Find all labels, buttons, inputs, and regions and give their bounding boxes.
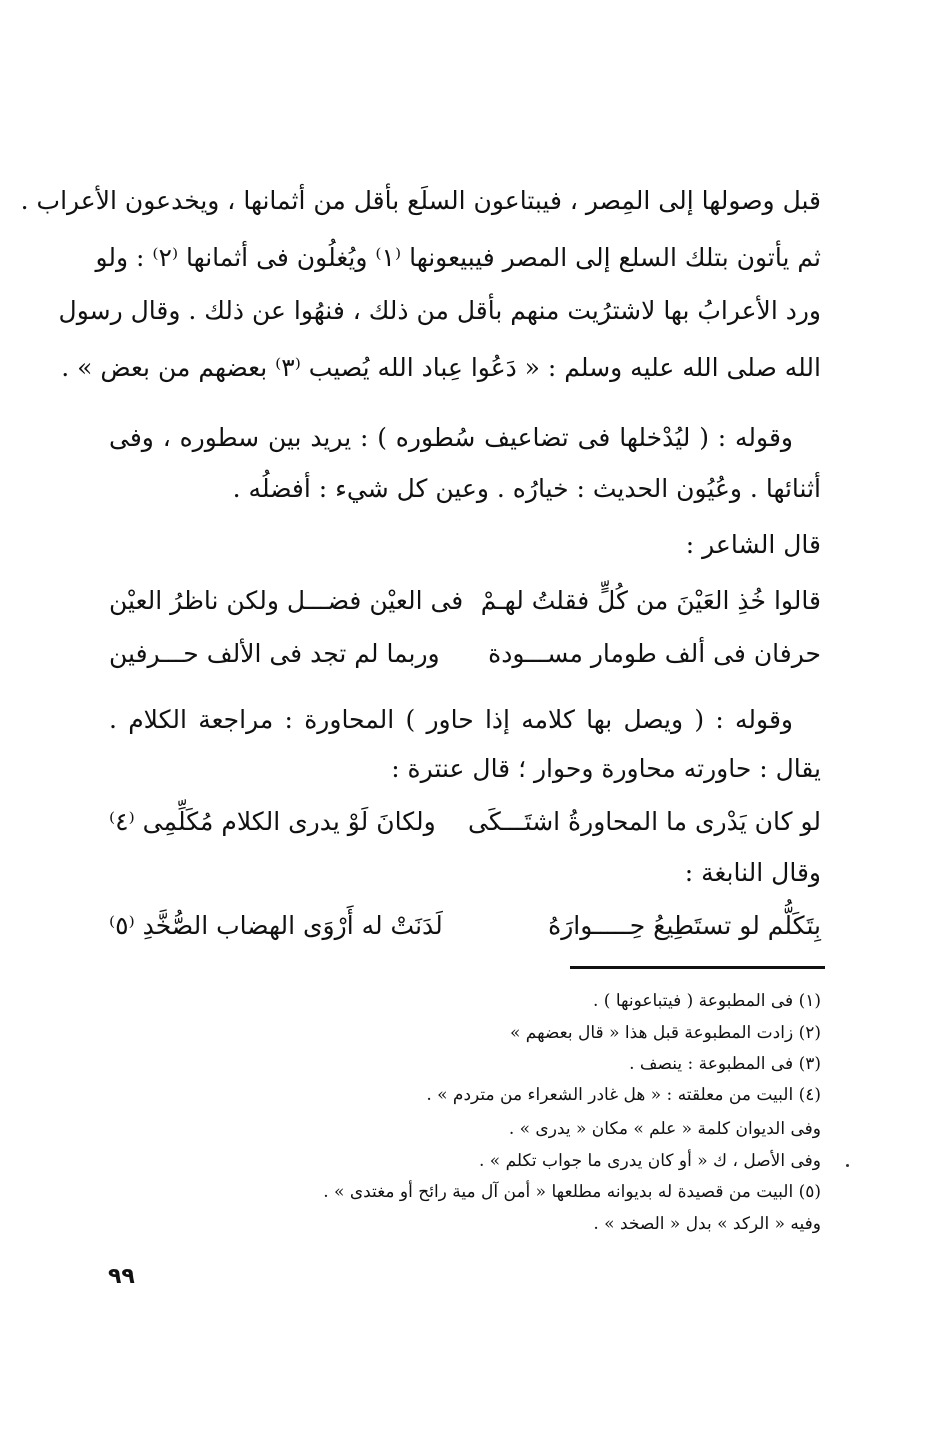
paragraph-line: يقال : حاورته محاورة وحوار ؛ قال عنترة : bbox=[391, 754, 821, 783]
verse-first-hemistich: قالوا خُذِ العَيْنَ من كُلٍّ فقلتُ لهـمْ bbox=[480, 586, 821, 615]
verse-first-hemistich: لو كان يَدْرى ما المحاورةُ اشتَـــكَى bbox=[468, 807, 821, 836]
footnote: (٣) فى المطبوعة : ينصف . bbox=[629, 1054, 821, 1074]
verse-line bbox=[109, 581, 821, 621]
paragraph-line: وقوله : ( ويصل بها كلامه إذا حاور ) المحاورة : مراجعة الكلام . bbox=[109, 705, 793, 734]
paragraph-line: قبل وصولها إلى المِصر ، فيبتاعون السلَع بأقل من أثمانها ، ويخدعون الأعراب . bbox=[20, 186, 821, 215]
verse-second-hemistich: لَدَنَتْ له أَرْوَى الهضاب الصُّخَّدِ ⁽٥⁾ bbox=[109, 911, 443, 940]
page-number: ٩٩ bbox=[108, 1264, 135, 1289]
verse-line bbox=[109, 906, 821, 946]
poet-heading: قال الشاعر : bbox=[685, 530, 821, 559]
paragraph-line: ورد الأعرابُ بها لاشترُيت منهم بأقل من ذلك ، فنهُوا عن ذلك . وقال رسول bbox=[58, 296, 821, 325]
footnote: (٢) زادت المطبوعة قبل هذا « قال بعضهم » bbox=[509, 1023, 821, 1043]
verse-second-hemistich: ولكانَ لَوْ يدرى الكلام مُكَلِّمِى ⁽٤⁾ bbox=[109, 807, 436, 836]
verse-line bbox=[109, 802, 821, 842]
verse-line bbox=[109, 634, 821, 674]
footnote-separator bbox=[570, 966, 825, 969]
verse-first-hemistich: حرفان فى ألف طومار مســـودة bbox=[488, 639, 821, 668]
verse-first-hemistich: بِتَكَلُّم لو تستَطِيعُ حِـــــوارَهُ bbox=[548, 911, 821, 940]
footnote: وفى الأصل ، ك « أو كان يدرى ما جواب تكلم » . bbox=[478, 1151, 821, 1171]
verse-second-hemistich: فى العيْن فضـــل ولكن ناظرُ العيْن bbox=[109, 586, 464, 615]
footnote: (٤) البيت من معلقته : « هل غادر الشعراء من متردم » . bbox=[426, 1085, 821, 1105]
footnote: (١) فى المطبوعة ( فيتباعونها ) . bbox=[592, 991, 821, 1011]
paragraph-line: وقوله : ( ليُدْخلها فى تضاعيف سُطوره ) : يريد بين سطوره ، وفى bbox=[109, 423, 793, 452]
footnote: وفيه « الركد » بدل « الصخد » . bbox=[593, 1214, 821, 1234]
footnote: (٥) البيت من قصيدة له بديوانه مطلعها « أمن آل مية رائح أو مغتدى » . bbox=[323, 1182, 821, 1202]
verse-second-hemistich: وربما لم تجد فى الألف حـــرفين bbox=[109, 639, 440, 668]
paragraph-line: أثنائها . وعُيُون الحديث : خيارُه . وعين كل شيء : أفضلُه . bbox=[232, 474, 821, 503]
footnote: وفى الديوان كلمة « علم » مكان « يدرى » . bbox=[508, 1119, 821, 1139]
paragraph-line: الله صلى الله عليه وسلم : « دَعُوا عِباد الله يُصيب ⁽٣⁾ بعضهم من بعض » . bbox=[61, 353, 821, 382]
poet-heading: وقال النابغة : bbox=[684, 858, 821, 887]
print-speck bbox=[846, 1164, 849, 1167]
paragraph-line: ثم يأتون بتلك السلع إلى المصر فيبيعونها ⁽١⁾ ويُغلُون فى أثمانها ⁽٢⁾ : ولو bbox=[95, 243, 821, 272]
